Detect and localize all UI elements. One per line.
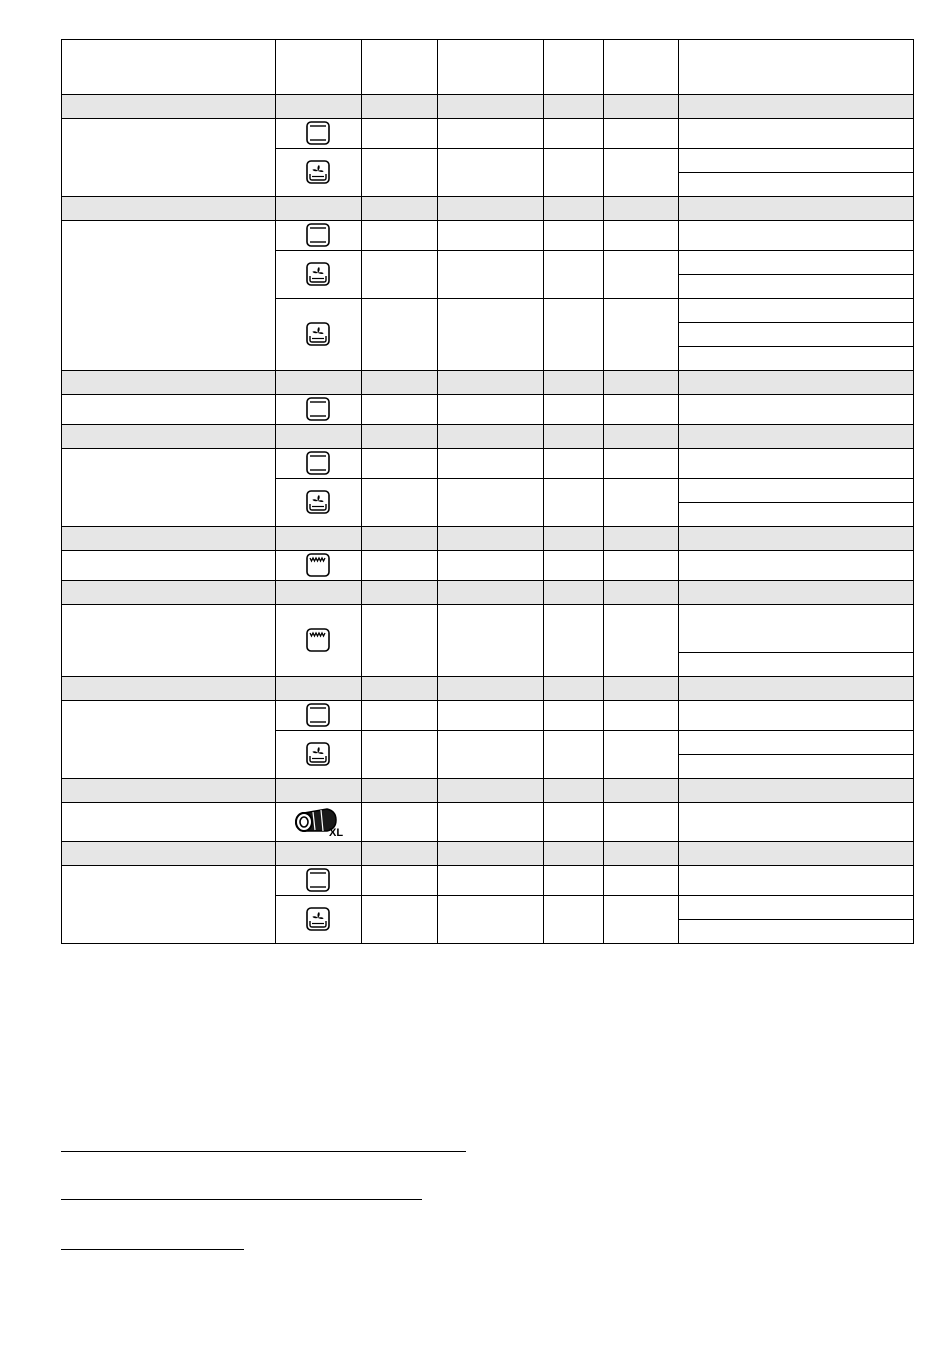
top-bottom-heat-icon — [305, 120, 331, 146]
table-rule — [61, 841, 914, 842]
column-header-1 — [61, 39, 275, 94]
column-rule — [61, 39, 62, 944]
table-rule — [61, 526, 914, 527]
true-fan-cooking-icon — [305, 321, 331, 347]
table-rule — [61, 676, 914, 677]
rotisserie-xl-icon — [293, 805, 353, 841]
top-bottom-heat-icon — [305, 396, 331, 422]
row-rule — [275, 895, 914, 896]
top-bottom-heat-icon — [305, 702, 331, 728]
row-rule — [275, 250, 914, 251]
table-top-border — [61, 39, 914, 40]
column-rule — [275, 39, 276, 944]
sub-row-rule — [678, 754, 914, 755]
footnote-rule-1 — [61, 1151, 466, 1152]
sub-row-rule — [678, 502, 914, 503]
table-rule — [61, 550, 914, 551]
table-rule — [61, 220, 914, 221]
footnote-rule-2 — [61, 1199, 422, 1200]
column-header-5 — [543, 39, 603, 94]
table-rule — [61, 700, 914, 701]
table-rule — [61, 424, 914, 425]
row-rule — [275, 478, 914, 479]
column-header-4 — [437, 39, 543, 94]
section-heading — [61, 196, 914, 220]
sub-row-rule — [678, 652, 914, 653]
section-heading — [61, 778, 914, 802]
column-rule — [361, 39, 362, 944]
table-rule — [61, 118, 914, 119]
section-heading — [61, 424, 914, 448]
sub-row-rule — [678, 346, 914, 347]
column-header-7 — [678, 39, 914, 94]
table-rule — [61, 94, 914, 95]
section-heading — [61, 370, 914, 394]
section-heading — [61, 580, 914, 604]
column-rule — [603, 39, 604, 944]
column-rule — [678, 39, 679, 944]
table-rule — [61, 370, 914, 371]
true-fan-cooking-icon — [305, 489, 331, 515]
column-header-2 — [275, 39, 361, 94]
row-rule — [275, 298, 914, 299]
true-fan-cooking-icon — [305, 261, 331, 287]
top-bottom-heat-icon — [305, 867, 331, 893]
column-rule — [543, 39, 544, 944]
true-fan-cooking-icon — [305, 159, 331, 185]
section-heading — [61, 841, 914, 865]
section-heading — [61, 526, 914, 550]
true-fan-cooking-icon — [305, 906, 331, 932]
column-rule — [437, 39, 438, 944]
section-heading — [61, 676, 914, 700]
column-header-3 — [361, 39, 437, 94]
row-rule — [275, 148, 914, 149]
sub-row-rule — [678, 172, 914, 173]
column-rule — [913, 39, 914, 944]
table-rule — [61, 865, 914, 866]
true-fan-cooking-icon — [305, 741, 331, 767]
sub-row-rule — [678, 322, 914, 323]
table-rule — [61, 778, 914, 779]
table-rule — [61, 394, 914, 395]
grill-icon — [305, 627, 331, 653]
table-rule — [61, 604, 914, 605]
table-rule — [61, 448, 914, 449]
top-bottom-heat-icon — [305, 450, 331, 476]
top-bottom-heat-icon — [305, 222, 331, 248]
table-rule — [61, 943, 914, 944]
xl-label: XL — [329, 827, 344, 839]
row-rule — [275, 730, 914, 731]
sub-row-rule — [678, 919, 914, 920]
section-heading — [61, 94, 914, 118]
table-rule — [61, 580, 914, 581]
table-rule — [61, 196, 914, 197]
table-rule — [61, 802, 914, 803]
footnote-rule-3 — [61, 1249, 244, 1250]
cooking-table — [61, 39, 914, 944]
grill-icon — [305, 552, 331, 578]
sub-row-rule — [678, 274, 914, 275]
column-header-6 — [603, 39, 678, 94]
